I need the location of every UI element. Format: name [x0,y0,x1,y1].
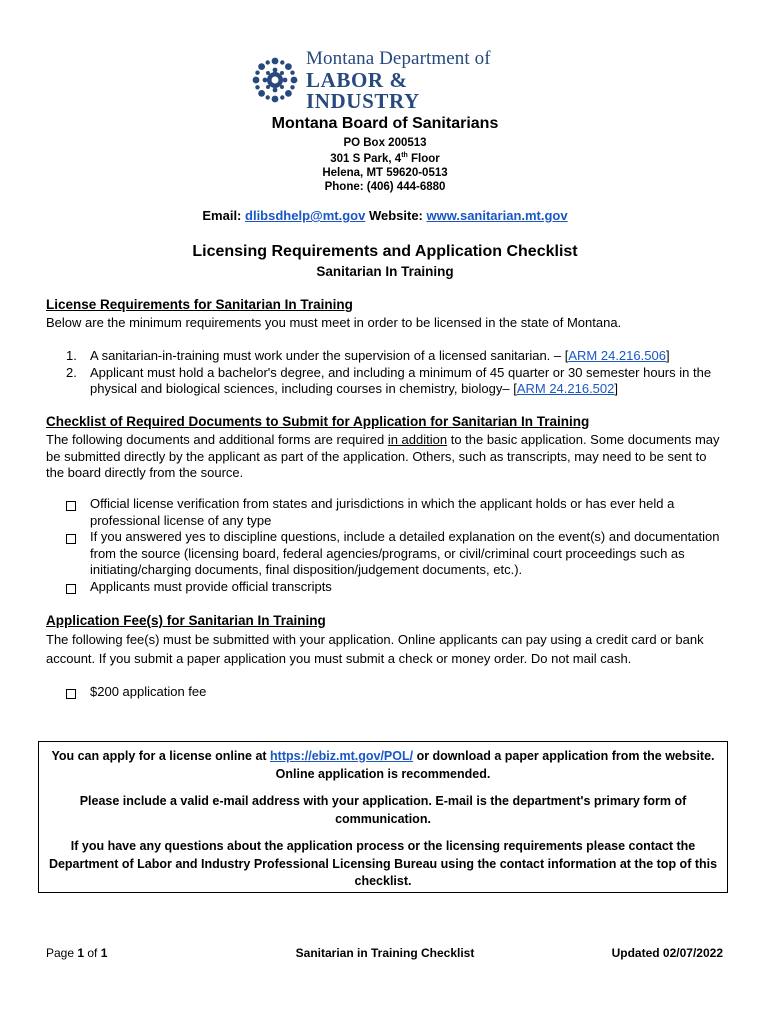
logo-line-2: LABOR & INDUSTRY [306,67,420,113]
list-item: 2. Applicant must hold a bachelor's degree, and including a minimum of 45 quarter or 30 semester hours in the physical and biological sciences, including courses in chemistry, biology– [ARM 24.216.502] [66,364,712,396]
email-website-line: Email: dlibsdhelp@mt.gov Website: www.sanitarian.mt.gov [202,208,568,223]
notice-email: Please include a valid e-mail address with your application. E-mail is the department's primary form of communication. [79,794,687,826]
updated-date: Updated 02/07/2022 [611,946,723,960]
document-title: Licensing Requirements and Application Checklist [192,243,578,260]
page-number: Page 1 of 1 [46,946,108,960]
fees-intro: The following fee(s) must be submitted with your application. Online applicants can pay using a credit card or bank account. If you submit a paper application you must submit a check or money order. Do not mail cash. [46,632,704,666]
checklist-item: Applicants must provide official transcripts [66,579,726,599]
department-logo [252,47,522,113]
logo-line-1: Montana Department of [306,47,491,69]
application-notice-box [38,741,728,893]
email-link[interactable]: dlibsdhelp@mt.gov [245,208,366,223]
checklist-heading: Checklist of Required Documents to Submit for Application for Sanitarian In Training [46,414,590,429]
gear-seal-icon [252,57,298,103]
checklist-item: Official license verification from states and jurisdictions in which the applicant holds or has ever held a professional license of any type [66,496,726,529]
checkbox[interactable] [66,689,76,699]
online-application-link[interactable]: https://ebiz.mt.gov/POL/ [270,749,414,763]
requirements-list [66,348,726,398]
website-link[interactable]: www.sanitarian.mt.gov [426,208,568,223]
arm-link[interactable]: ARM 24.216.502 [516,381,615,396]
fees-heading: Application Fee(s) for Sanitarian In Training [46,613,326,628]
board-title: Montana Board of Sanitarians [271,115,499,132]
requirements-heading: License Requirements for Sanitarian In Training [46,297,353,312]
documents-checklist [66,496,726,598]
checkbox[interactable] [66,534,76,544]
footer-title: Sanitarian in Training Checklist [295,946,475,960]
po-box: PO Box 200513 [343,137,427,149]
notice-apply-online: You can apply for a license online at https://ebiz.mt.gov/POL/ or download a paper application from the website. Online application is recommended. [51,749,715,781]
arm-link[interactable]: ARM 24.216.506 [568,348,666,363]
checklist-item: If you answered yes to discipline questions, include a detailed explanation on the event(s) and documentation from the source (licensing board, federal agencies/programs, or civil/criminal court proceedings such as initiating/charging documents, final disposition/judgement documents, etc.). [66,529,726,579]
checklist-item: $200 application fee [66,684,726,704]
fees-checklist [66,684,726,704]
checklist-intro: The following documents and additional forms are required in addition to the basic application. Some documents may be submitted directly by the applicant as part of the application. Others, such as transcripts, may need to be sent to the board directly from the source. [46,432,720,480]
checkbox[interactable] [66,584,76,594]
document-subtitle: Sanitarian In Training [316,264,454,279]
checkbox[interactable] [66,501,76,511]
notice-questions: If you have any questions about the application process or the licensing requirements please contact the Department of Labor and Industry Professional Licensing Bureau using the contact information at the top of this checklist. [48,839,718,888]
street-address: 301 S Park, 4th Floor [330,152,440,165]
requirements-intro: Below are the minimum requirements you must meet in order to be licensed in the state of Montana. [46,315,622,330]
list-item: 1. A sanitarian-in-training must work under the supervision of a licensed sanitarian. – [ARM 24.216.506] [66,348,670,363]
phone-number: Phone: (406) 444-6880 [324,181,446,193]
city-state-zip: Helena, MT 59620-0513 [322,167,448,179]
